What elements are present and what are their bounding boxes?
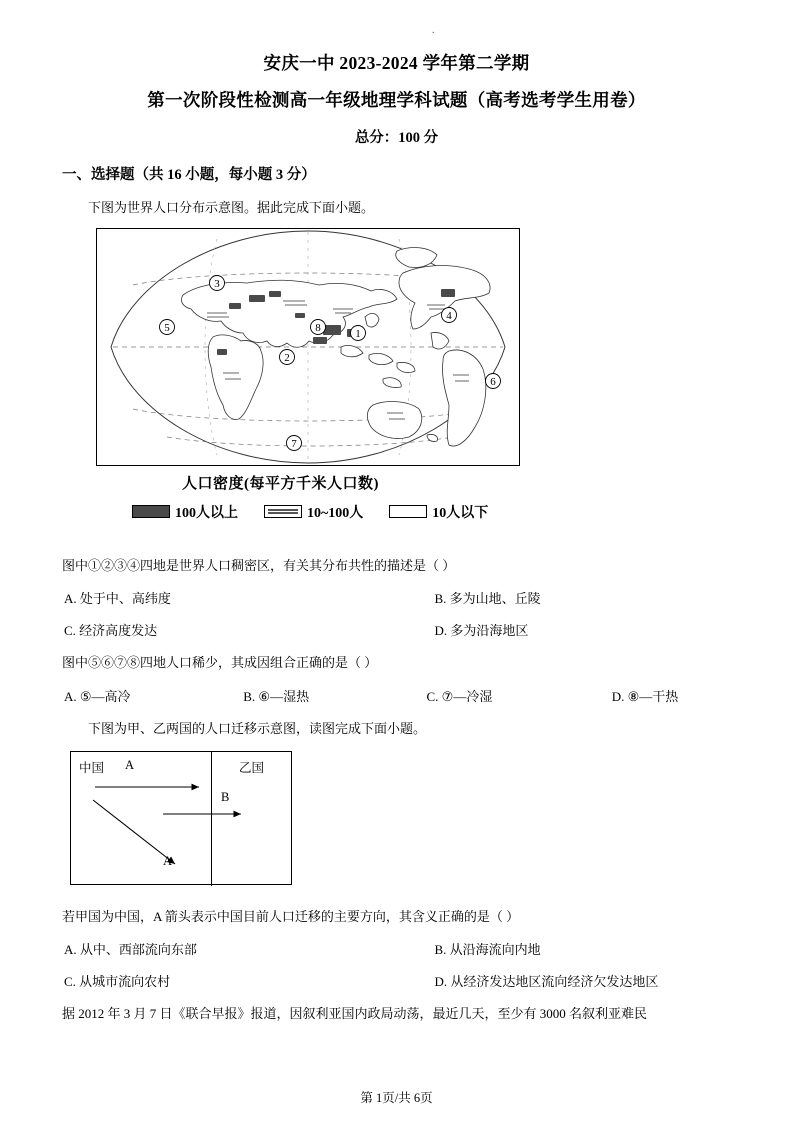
svg-text:8: 8 (315, 321, 321, 334)
legend-label-sparse: 10人以下 (432, 505, 489, 521)
world-map-image (96, 228, 520, 466)
legend-swatch-dense (132, 505, 170, 518)
question-1-option-c: C. 经济高度发达 (64, 623, 158, 638)
page-subtitle: 第一次阶段性检测高一年级地理学科试题（高考选考学生用卷） (147, 90, 646, 111)
page-footer: 第 1页/共 6页 (360, 1091, 433, 1105)
material-text-2: 下图为甲、乙两国的人口迁移示意图，读图完成下面小题。 (88, 720, 427, 736)
question-2-option-a: A. ⑤—高冷 (64, 688, 131, 704)
question-3-option-d: D. 从经济发达地区流向经济欠发达地区 (434, 974, 659, 989)
question-1-option-a: A. 处于中、高纬度 (64, 591, 171, 606)
migration-diagram-box (70, 751, 292, 885)
question-2-options (62, 686, 731, 705)
question-3-stem: 若甲国为中国，A 箭头表示中国目前人口迁移的主要方向，其含义正确的是（ ） (62, 908, 520, 924)
legend-title: 人口密度(每平方千米人口数) (182, 475, 379, 492)
legend-label-dense: 100人以上 (175, 505, 238, 521)
question-1-option-b: B. 多为山地、丘陵 (434, 591, 541, 606)
svg-text:3: 3 (214, 277, 220, 290)
migration-left-label: 中国 (79, 760, 105, 775)
question-3-option-b: B. 从沿海流向内地 (434, 942, 541, 957)
question-3-options-row-1 (62, 939, 731, 958)
world-population-figure (62, 224, 731, 542)
svg-text:7: 7 (291, 437, 297, 450)
page-top-dot: . (432, 25, 435, 36)
svg-text:2: 2 (284, 351, 290, 364)
question-1-option-d: D. 多为沿海地区 (434, 623, 529, 638)
section-heading-choice: 一、选择题（共 16 小题，每小题 3 分） (62, 166, 316, 183)
migration-arrow-b-label: B (221, 789, 230, 804)
question-1-options-row-1 (62, 588, 731, 607)
migration-figure (62, 751, 731, 893)
legend-swatch-sparse (389, 505, 427, 518)
svg-text:5: 5 (164, 321, 170, 334)
svg-text:6: 6 (490, 375, 496, 388)
legend-label-medium: 10~100人 (307, 505, 364, 521)
material-text-1: 下图为世界人口分布示意图。据此完成下面小题。 (88, 199, 375, 215)
question-3-options-row-2 (62, 971, 731, 990)
map-legend (132, 502, 488, 522)
question-2-option-b: B. ⑥—湿热 (243, 688, 310, 704)
page-title: 安庆一中 2023-2024 学年第二学期 (263, 53, 530, 73)
question-1-options-row-2 (62, 620, 731, 639)
legend-swatch-medium (264, 505, 302, 518)
question-2-option-c: C. ⑦—冷湿 (426, 688, 493, 704)
svg-text:1: 1 (355, 327, 361, 340)
question-3-option-a: A. 从中、西部流向东部 (64, 942, 197, 957)
migration-arrow-a-top-label: A (125, 757, 135, 772)
question-3-option-c: C. 从城市流向农村 (64, 974, 171, 989)
total-score: 总分：100 分 (354, 129, 439, 146)
question-1-stem: 图中①②③④四地是世界人口稠密区，有关其分布共性的描述是（ ） (62, 557, 456, 573)
svg-text:4: 4 (446, 309, 452, 322)
migration-right-label: 乙国 (239, 760, 265, 775)
question-2-stem: 图中⑤⑥⑦⑧四地人口稀少，其成因组合正确的是（ ） (62, 655, 378, 670)
question-4-stem: 据 2012 年 3 月 7 日《联合早报》报道，因叙利亚国内政局动荡，最近几天，至少有 3000 名叙利亚难民 (62, 1006, 648, 1021)
migration-arrow-a-bottom-label: A (163, 853, 173, 868)
question-2-option-d: D. ⑧—干热 (611, 688, 679, 704)
